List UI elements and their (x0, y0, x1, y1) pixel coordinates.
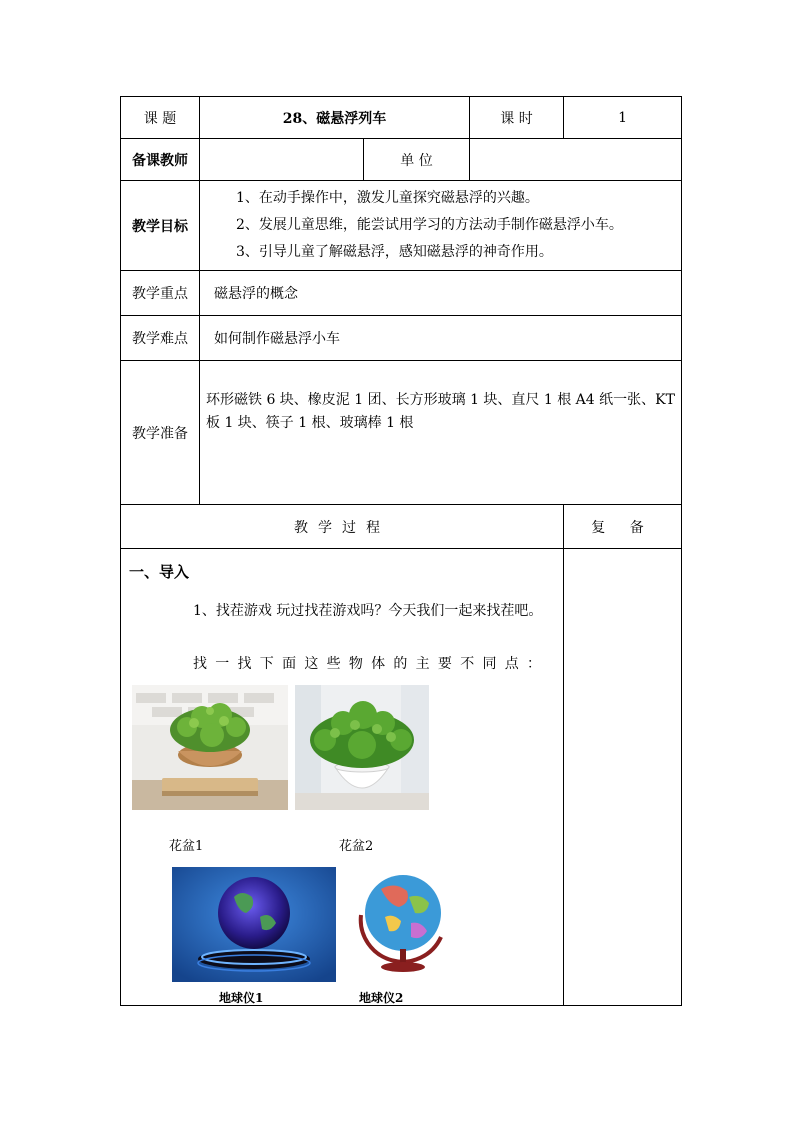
topic-value: 28、磁悬浮列车 (200, 97, 470, 139)
process-header: 教学过程 (121, 505, 564, 549)
goals-list (200, 181, 682, 271)
caption-globe2: 地球仪2 (359, 991, 404, 1005)
teacher-label: 备课教师 (121, 139, 200, 181)
preparation-label: 教学准备 (121, 361, 200, 505)
key-point-value: 磁悬浮的概念 (200, 271, 682, 316)
hours-value: 1 (564, 97, 682, 139)
caption-globe1: 地球仪1 (219, 991, 264, 1005)
process-content (121, 549, 564, 1006)
difficulty-label: 教学难点 (121, 316, 200, 361)
section-title: 一、导入 (129, 563, 190, 581)
topic-label: 课 题 (121, 97, 200, 139)
goal-item: 1、在动手操作中，激发儿童探究磁悬浮的兴趣。 (236, 190, 539, 206)
lesson-plan-table (120, 96, 682, 1006)
goals-label: 教学目标 (121, 181, 200, 271)
difficulty-value: 如何制作磁悬浮小车 (200, 316, 682, 361)
goal-item: 3、引导儿童了解磁悬浮，感知磁悬浮的神奇作用。 (236, 244, 553, 260)
caption-pot1: 花盆1 (169, 839, 204, 854)
unit-label: 单 位 (364, 139, 470, 181)
teacher-value (200, 139, 364, 181)
review-content (564, 549, 682, 1006)
review-header: 复 备 (564, 505, 682, 549)
caption-pot2: 花盆2 (339, 839, 374, 854)
levitating-pot-photo (132, 685, 288, 810)
hours-label: 课 时 (470, 97, 564, 139)
intro-paragraph: 1、找茬游戏 玩过找茬游戏吗？今天我们一起来找茬吧。 (193, 603, 543, 619)
preparation-value: 环形磁铁 6 块、橡皮泥 1 团、长方形玻璃 1 块、直尺 1 根 A4 纸一张、KT 板 1 块、筷子 1 根、玻璃棒 1 根 (200, 361, 682, 505)
unit-value (470, 139, 682, 181)
white-pot-photo (295, 685, 429, 810)
goal-item: 2、发展儿童思维，能尝试用学习的方法动手制作磁悬浮小车。 (236, 217, 623, 233)
instruction-paragraph: 找一找下面这些物体的主要不同点： (193, 656, 543, 672)
levitating-globe-photo (172, 867, 336, 982)
desk-globe-photo (345, 867, 463, 979)
key-point-label: 教学重点 (121, 271, 200, 316)
lesson-plan-sheet (120, 96, 681, 1006)
